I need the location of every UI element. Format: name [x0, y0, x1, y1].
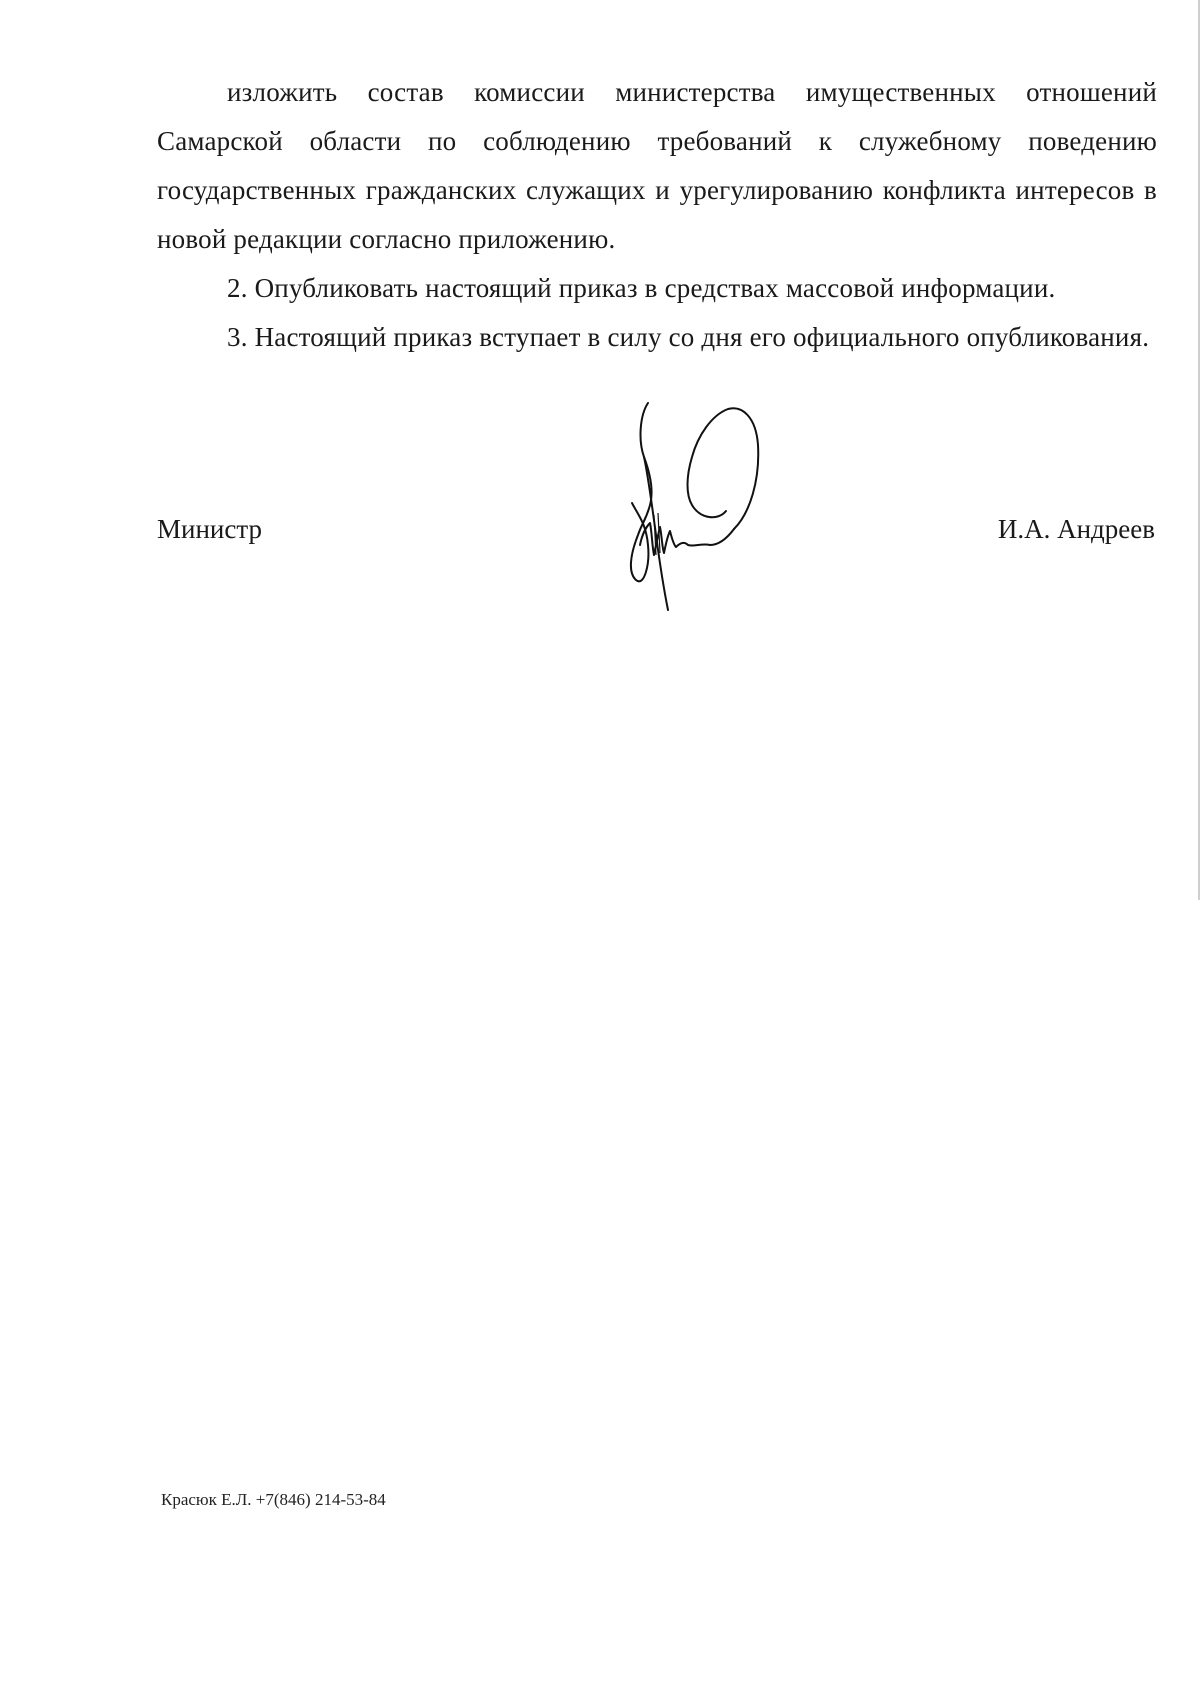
handwritten-signature: [610, 395, 780, 615]
executor-contact: Красюк Е.Л. +7(846) 214-53-84: [161, 1490, 386, 1509]
signatory-name: И.А. Андреев: [997, 514, 1155, 544]
signatory-position: Министр: [157, 514, 262, 544]
paragraph-effective-date: 3. Настоящий приказ вступает в силу со дня его официального опубликования.: [227, 322, 1150, 352]
paragraph-publish-order: 2. Опубликовать настоящий приказ в средствах массовой информации.: [227, 273, 1056, 303]
document-body: [157, 68, 1157, 362]
signature-block: [157, 514, 1155, 554]
paragraph-commission-composition: изложить состав комиссии министерства имущественных отношений Самарской области по соблюдению требований к служебному поведению государственных гражданских служащих и урегулированию конфликта интересов в новой редакции согласно приложению.: [157, 77, 1157, 254]
